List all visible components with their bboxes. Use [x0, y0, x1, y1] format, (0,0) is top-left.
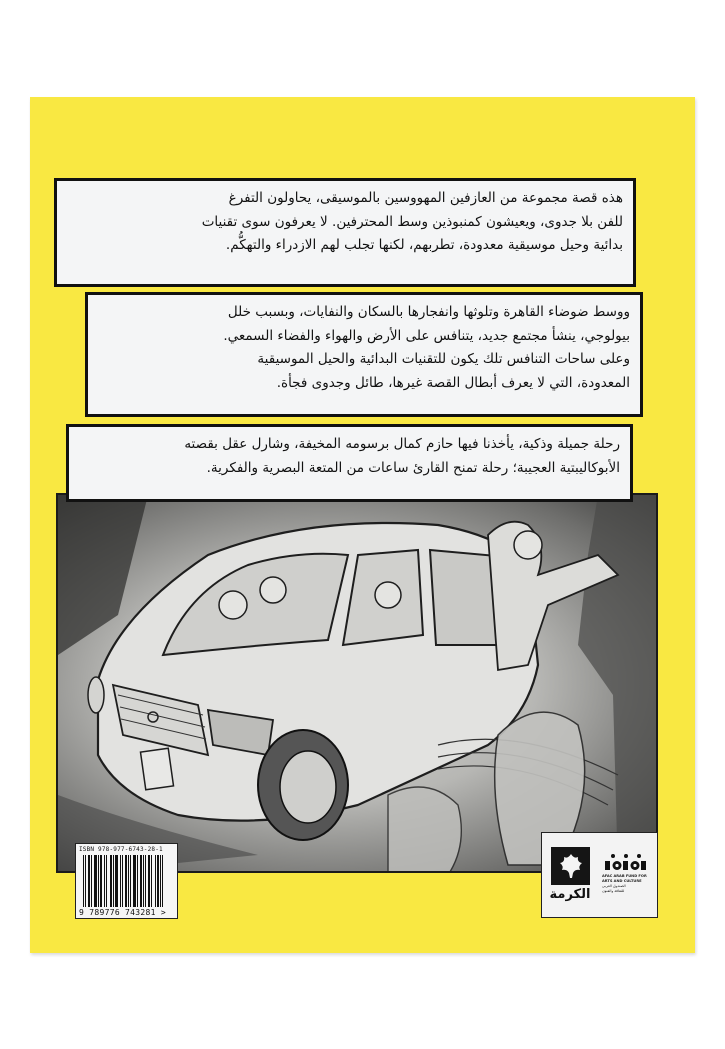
blurb-paragraph-2	[85, 292, 643, 417]
afac-line: الصندوق العربي	[602, 884, 626, 888]
publisher-logos	[541, 832, 658, 918]
barcode-bars	[83, 855, 172, 907]
blurb-line: بيولوجي، ينشأ مجتمع جديد، يتنافس على الأرض والهواء والفضاء السمعي.	[223, 327, 630, 344]
blurb-line: وعلى ساحات التنافس تلك يكون للتقنيات البدائية والحيل الموسيقية	[257, 351, 630, 367]
barcode-digits: 9 789776 743281 >	[79, 908, 166, 917]
afac-line: AFAC ARAB FUND FOR	[602, 874, 647, 878]
afac-line: للثقافة والفنون	[602, 889, 625, 893]
blurb-line: ووسط ضوضاء القاهرة وتلوثها وانفجارها بالسكان والنفايات، وبسبب خلل	[227, 304, 630, 320]
blurb-paragraph-3	[66, 424, 633, 502]
blurb-line: هذه قصة مجموعة من العازفين المهووسين بالموسيقى، يحاولون التفرغ	[228, 190, 623, 206]
blurb-line: الأبوكاليبتية العجيبة؛ رحلة تمنح القارئ ساعات من المتعة البصرية والفكرية.	[206, 459, 620, 476]
minibus-drawing	[58, 495, 658, 873]
afac-logo-icon	[603, 853, 649, 871]
blurb-line: للفن بلا جدوى، ويعيشون كمنبوذين وسط المحترفين. لا يعرفون سوى تقنيات	[201, 213, 623, 230]
cover-illustration	[56, 493, 658, 873]
blurb-paragraph-1	[54, 178, 636, 287]
afac-text	[602, 874, 654, 894]
isbn-label: ISBN 978-977-6743-28-1	[79, 846, 163, 853]
grape-leaf-icon	[551, 847, 590, 885]
afac-line: ARTS AND CULTURE	[602, 879, 642, 883]
blurb-line: المعدودة، التي لا يعرف أبطال القصة غيرها، طائل وجدوى فجأة.	[276, 374, 630, 391]
isbn-barcode	[75, 843, 178, 919]
blurb-line: رحلة جميلة وذكية، يأخذنا فيها حازم كمال برسومه المخيفة، وشارل عقل بقصته	[184, 436, 620, 452]
blurb-line: بدائية وحيل موسيقية معدودة، تطربهم، لكنها تجلب لهم الازدراء والتهكُّم.	[225, 237, 623, 253]
publisher-name: الكرمة	[549, 887, 591, 902]
